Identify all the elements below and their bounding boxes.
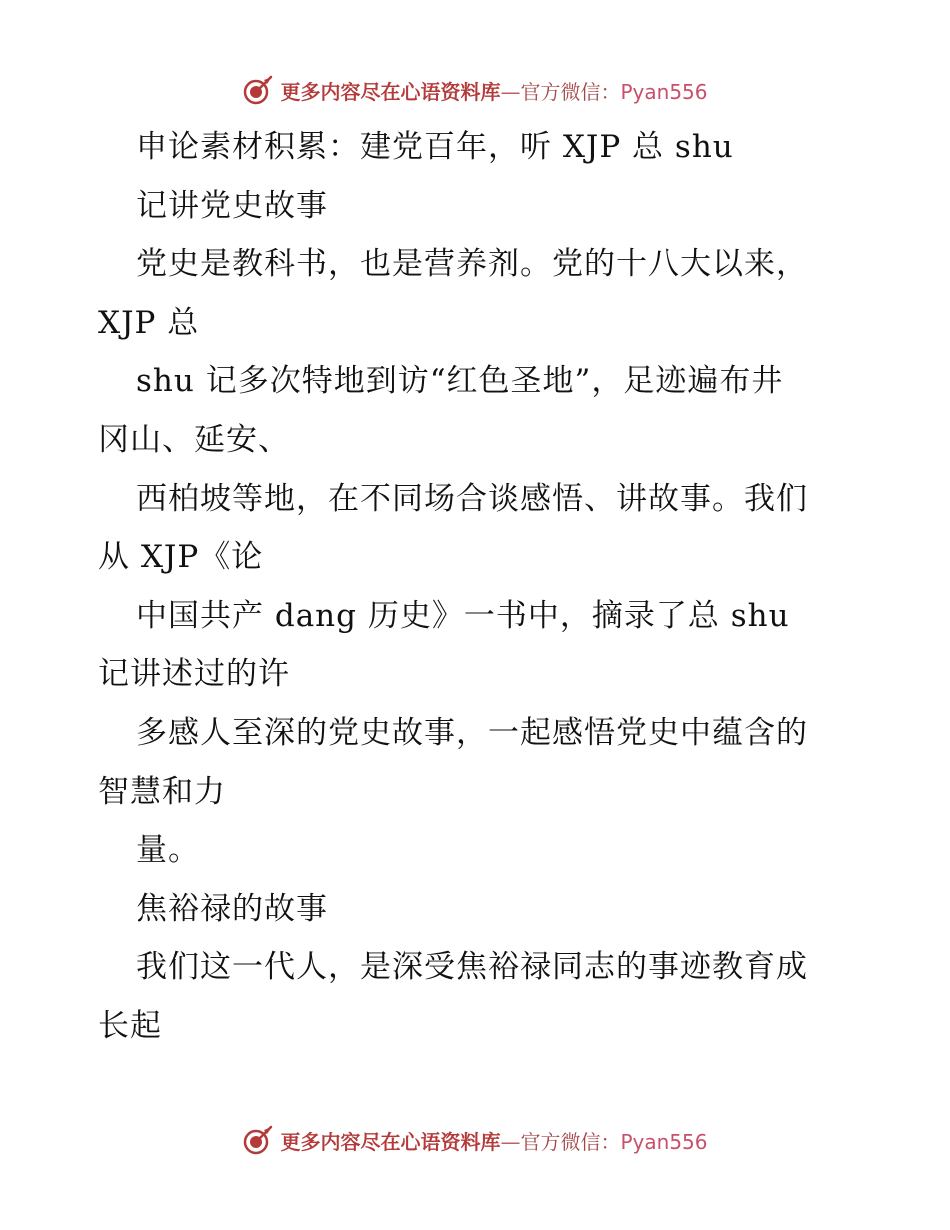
text-line: 中国共产 dang 历史》一书中，摘录了总 shu bbox=[136, 597, 790, 634]
footer-wechat-label: 官方微信： bbox=[520, 1129, 621, 1154]
text-line: 焦裕禄的故事 bbox=[136, 890, 328, 927]
text-line: 党史是教科书，也是营养剂。党的十八大以来， bbox=[136, 246, 808, 283]
text-line: 智慧和力 bbox=[98, 773, 226, 810]
footer-site-name: 更多内容尽在心语资料库 bbox=[280, 1129, 501, 1154]
text-line: shu 记多次特地到访“红色圣地”，足迹遍布井 bbox=[136, 363, 784, 400]
text-line: 多感人至深的党史故事，一起感悟党史中蕴含的 bbox=[136, 714, 808, 751]
header-site-name: 更多内容尽在心语资料库 bbox=[280, 79, 501, 104]
quill-seal-icon bbox=[242, 1124, 274, 1156]
text-line: 我们这一代人，是深受焦裕禄同志的事迹教育成 bbox=[136, 949, 808, 986]
text-line: 西柏坡等地，在不同场合谈感悟、讲故事。我们 bbox=[136, 480, 808, 517]
text-line: 长起 bbox=[98, 1007, 162, 1044]
document-body bbox=[98, 118, 858, 1056]
quill-seal-icon bbox=[242, 74, 274, 106]
footer-wechat-id: Pyan556 bbox=[620, 1129, 708, 1154]
header-banner bbox=[0, 70, 950, 110]
text-line: 量。 bbox=[136, 832, 200, 869]
header-banner-text bbox=[280, 76, 707, 105]
footer-banner-text bbox=[280, 1126, 707, 1155]
header-wechat-label: 官方微信： bbox=[520, 79, 621, 104]
text-line: 记讲党史故事 bbox=[136, 187, 328, 224]
text-line: 从 XJP《论 bbox=[98, 539, 264, 576]
footer-banner-content bbox=[242, 1124, 707, 1156]
footer-dash: — bbox=[500, 1129, 521, 1154]
header-banner-content bbox=[242, 74, 707, 106]
text-line: 冈山、延安、 bbox=[98, 421, 290, 458]
header-dash: — bbox=[500, 79, 521, 104]
text-line: 申论素材积累：建党百年，听 XJP 总 shu bbox=[136, 129, 734, 165]
header-wechat-id: Pyan556 bbox=[620, 79, 708, 104]
text-line: 记讲述过的许 bbox=[98, 656, 290, 693]
text-line: XJP 总 bbox=[98, 304, 200, 341]
footer-banner bbox=[0, 1120, 950, 1160]
